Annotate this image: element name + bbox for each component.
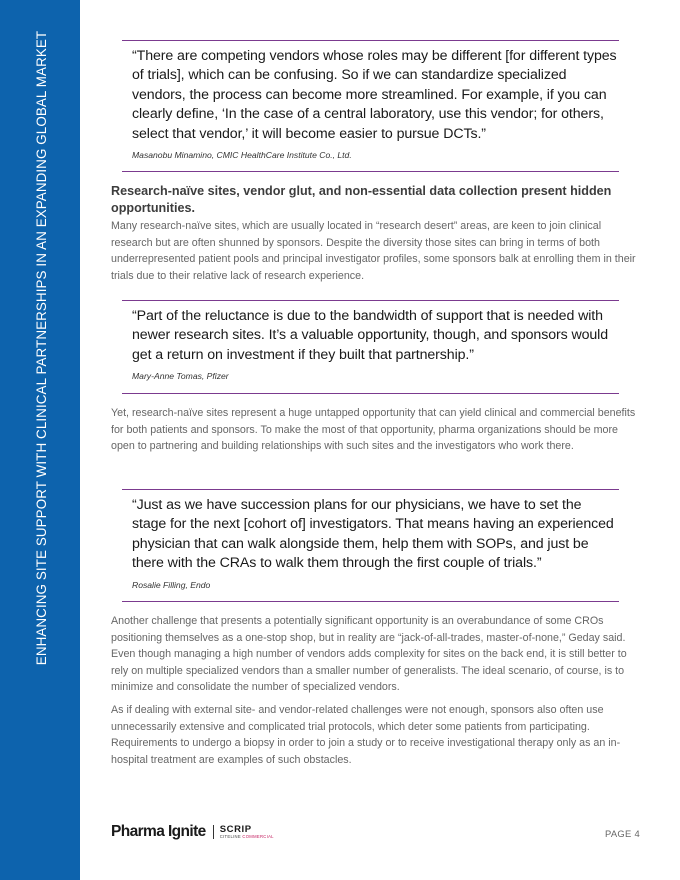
body-paragraph-2 [111,405,639,455]
citeline-text: CITELINE [219,834,241,840]
quote-attribution: Masanobu Minamino, CMIC HealthCare Institute Co., Ltd. [132,150,352,161]
body-text: Another challenge that presents a potentially significant opportunity is an overabundance of some CROs positioning themselves as a one-stop shop, but in reality are “jack-of-all-trades, master-of-none,” Geday said. Even though managing a high number of vendors adds complexity for sites on the back end, it is still better to rely on multiple specialized vendors than a smaller number of generalists. The ideal scenario, of course, is to minimize and consolidate the number of specialized vendors. [111,615,627,694]
body-paragraph-3 [111,613,639,696]
body-text: Yet, research-naïve sites represent a huge untapped opportunity that can yield clinical and commercial benefits for both patients and sponsors. To make the most of that opportunity, pharma organizations should be more open to partnering and building relationships with such sites and the investigators who work there. [111,407,636,453]
body-paragraph-4 [111,702,639,768]
scrip-logo-subtext [220,835,274,839]
pull-quote-3 [122,489,619,602]
section-heading: Research-naïve sites, vendor glut, and non-essential data collection present hidden opportunities. [111,184,612,215]
quote-text: “Part of the reluctance is due to the bandwidth of support that is needed with newer research sites. It’s a valuable opportunity, though, and sponsors would get a return on investment if they built that partnership.” [132,308,609,363]
section-heading-block [111,183,639,216]
body-paragraph-1 [111,218,639,284]
commercial-text: COMMERCIAL [242,834,274,840]
quote-text: “Just as we have succession plans for our physicians, we have to set the stage for the next [cohort of] investigators. That means having an experienced physician that can walk alongside them, help them with SOPs, and just be there with the CRAs to walk them through the first couple of trials.” [132,497,614,572]
sidebar-title: ENHANCING SITE SUPPORT WITH CLINICAL PARTNERSHIPS IN AN EXPANDING GLOBAL MARKET [34,30,49,666]
quote-attribution: Mary-Anne Tomas, Pfizer [132,371,229,382]
page-number: PAGE 4 [605,828,640,839]
pharma-ignite-logo: Pharma Ignite [111,823,206,840]
logo-divider [213,825,214,839]
scrip-logo-text: SCRIP [219,823,252,835]
pull-quote-2 [122,300,619,394]
body-text: As if dealing with external site- and vendor-related challenges were not enough, sponsors also often use unnecessarily extensive and complicated trial protocols, which deter some patients from participating. Requirements to undergo a biopsy in order to join a study or to receive investigational therapy only as an in-hospital treatment are examples of such obstacles. [111,704,621,766]
quote-attribution: Rosalie Filling, Endo [132,579,211,590]
scrip-logo [220,825,274,840]
pull-quote-1 [122,40,619,172]
sidebar-band [0,0,80,880]
quote-text: “There are competing vendors whose roles may be different [for different types of trials], which can be confusing. So if we can standardize specialized vendors, the process can become more streamlined. For example, if you can clearly define, ‘In the case of a central laboratory, use this vendor; for others, select that vendor,’ it will become easier to pursue DCTs.” [132,48,617,142]
body-text: Many research-naïve sites, which are usually located in “research desert” areas, are keen to join clinical research but are often shunned by sponsors. Despite the diversity those sites can bring in terms of both underrepresented patient pools and principal investigator profiles, some sponsors balk at enrolling them in their trials due to their relative lack of research experience. [111,220,636,282]
footer-logo [111,822,274,842]
